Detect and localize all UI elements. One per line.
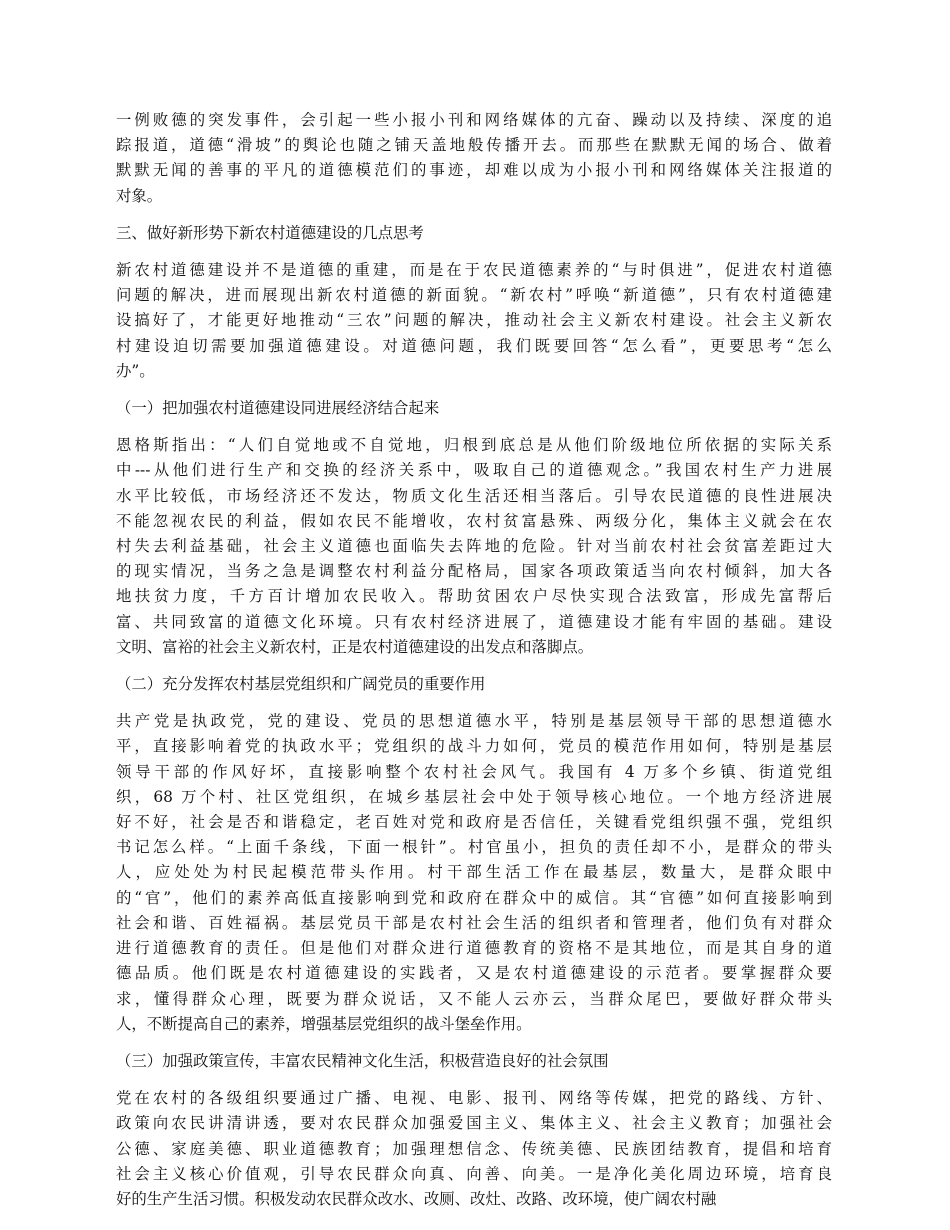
body-paragraph-4 — [116, 709, 832, 1037]
paragraph-line: 平，直接影响着党的执政水平；党组织的战斗力如何，党员的模范作用如何，特别是基层 — [116, 737, 832, 756]
body-paragraph-2 — [116, 258, 832, 384]
paragraph-line: 问题的解决，进而展现出新农村道德的新面貌。“新农村”呼唤“新道德”，只有农村道德建 — [116, 286, 832, 305]
paragraph-line: 的现实情况，当务之急是调整农村利益分配格局，国家各项政策适当向农村倾斜，加大各 — [116, 562, 832, 581]
paragraph-line: 人，不断提高自己的素养，增强基层党组织的战斗堡垒作用。 — [116, 1014, 532, 1033]
paragraph-line: 求，懂得群众心理，既要为群众说话，又不能人云亦云，当群众尾巴，要做好群众带头 — [116, 989, 832, 1008]
paragraph-line: 社会主义核心价值观，引导农民群众向真、向善、向美。一是净化美化周边环境，培育良 — [116, 1164, 832, 1183]
body-paragraph-1 — [116, 108, 832, 209]
paragraph-line: 人，应处处为村民起模范带头作用。村干部生活工作在最基层，数量大，是群众眼中 — [116, 863, 832, 882]
paragraph-line: 的“官”，他们的素养高低直接影响到党和政府在群众中的威信。其“官德”如何直接影响到 — [116, 888, 832, 907]
paragraph-line: 水平比较低，市场经济还不发达，物质文化生活还相当落后。引导农民道德的良性进展决 — [116, 486, 832, 505]
paragraph-line: 不能忽视农民的利益，假如农民不能增收，农村贫富悬殊、两级分化，集体主义就会在农 — [116, 511, 832, 530]
paragraph-line: 文明、富裕的社会主义新农村，正是农村道德建设的出发点和落脚点。 — [116, 637, 594, 656]
paragraph-line: 踪报道，道德“滑坡”的舆论也随之铺天盖地般传播开去。而那些在默默无闻的场合、做着 — [116, 136, 832, 155]
section-heading-2: （一）把加强农村道德建设同进展经济结合起来 — [116, 399, 440, 418]
paragraph-line: 领导干部的作风好坏，直接影响整个农村社会风气。我国有 4 万多个乡镇、街道党组 — [116, 762, 832, 781]
paragraph-line: 社会和谐、百姓福祸。基层党员干部是农村社会生活的组织者和管理者，他们负有对群众 — [116, 913, 832, 932]
paragraph-line: 共产党是执政党，党的建设、党员的思想道德水平，特别是基层领导干部的思想道德水 — [116, 712, 832, 731]
section-heading-3: （二）充分发挥农村基层党组织和广阔党员的重要作用 — [116, 675, 486, 694]
paragraph-line: 中---从他们进行生产和交换的经济关系中，吸取自己的道德观念。”我国农村生产力进展 — [116, 461, 832, 480]
section-heading-1: 三、做好新形势下新农村道德建设的几点思考 — [116, 223, 424, 242]
paragraph-line: 新农村道德建设并不是道德的重建，而是在于农民道德素养的“与时俱进”，促进农村道德 — [116, 261, 832, 280]
section-heading-4: （三）加强政策宣传，丰富农民精神文化生活，积极营造良好的社会氛围 — [116, 1051, 609, 1070]
body-paragraph-5 — [116, 1086, 832, 1212]
paragraph-line: 村失去利益基础，社会主义道德也面临失去阵地的危险。针对当前农村社会贫富差距过大 — [116, 537, 832, 556]
paragraph-line: 富、共同致富的道德文化环境。只有农村经济进展了，道德建设才能有牢固的基础。建设 — [116, 612, 832, 631]
paragraph-line: 默默无闻的善事的平凡的道德模范们的事迹，却难以成为小报小刊和网络媒体关注报道的 — [116, 161, 832, 180]
paragraph-line: 地扶贫力度，千方百计增加农民收入。帮助贫困农户尽快实现合法致富，形成先富帮后 — [116, 587, 832, 606]
paragraph-line: 书记怎么样。“上面千条线，下面一根针”。村官虽小，担负的责任却不小，是群众的带头 — [116, 838, 832, 857]
paragraph-line: 好不好，社会是否和谐稳定，老百姓对党和政府是否信任，关键看党组织强不强，党组织 — [116, 813, 832, 832]
paragraph-line: 村建设迫切需要加强道德建设。对道德问题，我们既要回答“怎么看”，更要思考“怎么 — [116, 336, 832, 355]
paragraph-line: 对象。 — [116, 186, 163, 205]
paragraph-line: 政策向农民讲清讲透，要对农民群众加强爱国主义、集体主义、社会主义教育；加强社会 — [116, 1114, 832, 1133]
body-paragraph-3 — [116, 433, 832, 660]
paragraph-line: 好的生产生活习惯。积极发动农民群众改水、改厕、改灶、改路、改环境，使广阔农村融 — [116, 1189, 717, 1208]
paragraph-line: 恩格斯指出：“人们自觉地或不自觉地，归根到底总是从他们阶级地位所依据的实际关系 — [116, 436, 832, 455]
paragraph-line: 进行道德教育的责任。但是他们对群众进行道德教育的资格不是其地位，而是其自身的道 — [116, 939, 832, 958]
paragraph-line: 设搞好了，才能更好地推动“三农”问题的解决，推动社会主义新农村建设。社会主义新农 — [116, 311, 832, 330]
paragraph-line: 公德、家庭美德、职业道德教育；加强理想信念、传统美德、民族团结教育，提倡和培育 — [116, 1139, 832, 1158]
paragraph-line: 办”。 — [116, 361, 155, 380]
paragraph-line: 党在农村的各级组织要通过广播、电视、电影、报刊、网络等传媒，把党的路线、方针、 — [116, 1089, 832, 1108]
paragraph-line: 织，68 万个村、社区党组织，在城乡基层社会中处于领导核心地位。一个地方经济进展 — [116, 787, 832, 806]
paragraph-line: 一例败德的突发事件，会引起一些小报小刊和网络媒体的亢奋、躁动以及持续、深度的追 — [116, 111, 832, 129]
paragraph-line: 德品质。他们既是农村道德建设的实践者，又是农村道德建设的示范者。要掌握群众要 — [116, 964, 832, 983]
